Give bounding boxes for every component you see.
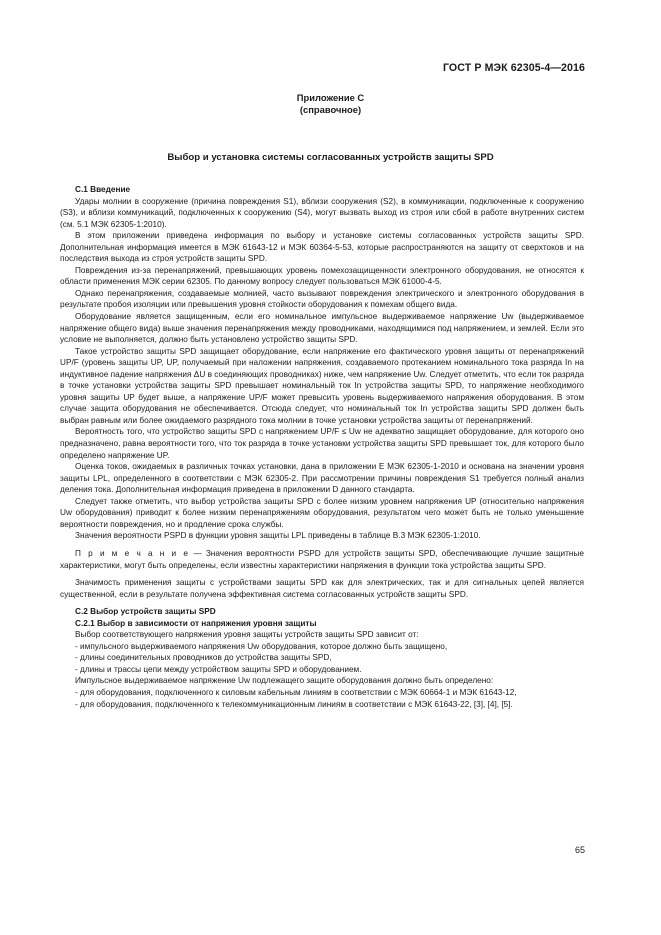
note [60, 548, 584, 571]
paragraph: Значимость применения защиты с устройствами защиты SPD как для электрических, так и для сигнальных цепей является существенной, если в результате получена эффективная система согласованных устройств защиты SPD. [60, 578, 584, 599]
list-item: - для оборудования, подключенного к силовым кабельным линиям в соответствии с МЭК 60664-1 и МЭК 61643-12, [75, 687, 517, 697]
annex-title: Приложение С [296, 92, 365, 103]
paragraph: Импульсное выдерживаемое напряжение Uw подлежащего защите оборудования должно быть определено: [75, 676, 494, 686]
paragraph: Выбор соответствующего напряжения уровня защиты устройств защиты SPD зависит от: [75, 630, 419, 640]
list-item: - длины и трассы цепи между устройством защиты SPD и оборудованием. [75, 664, 362, 674]
section-heading-c1: С.1 Введение [75, 185, 131, 194]
list-item: - для оборудования, подключенного к телекоммуникационным линиям в соответствии с МЭК 61643-22, [3], [4], [5]. [75, 699, 513, 709]
paragraph: Вероятность того, что устройство защиты SPD с напряжением UP/F ≤ Uw не адекватно защищает оборудование, для которого оно предназначено, равна вероятности того, что ток разряда в точке установки устройства защиты SPD превышает ток, для которого было определено напряжение UP. [60, 427, 584, 460]
list-item: - длины соединительных проводников до устройства защиты SPD, [75, 653, 332, 663]
annex-heading [0, 92, 661, 116]
body-text [60, 184, 584, 710]
paragraph: Однако перенапряжения, создаваемые молнией, часто вызывают повреждения электрического и электронного оборудования в результате пробоя изоляции или превышения уровня стойкости оборудования к помехам общего вида. [60, 288, 584, 310]
section-heading-c2: С.2 Выбор устройств защиты SPD [75, 607, 216, 617]
list-item: - импульсного выдерживаемого напряжения Uw оборудования, которое должно быть защищено, [75, 641, 448, 651]
standard-code: ГОСТ Р МЭК 62305-4—2016 [442, 62, 585, 74]
annex-subtitle: (справочное) [299, 104, 362, 115]
paragraph: В этом приложении приведена информация по выбору и установке системы согласованных устройств защиты SPD. Дополнительная информация имеется в МЭК 61643-12 и МЭК 60364-5-53, которые распространяются на защиту от сверхтоков и на последствия выхода из строя устройств защиты SPD. [60, 231, 584, 264]
paragraph: Оценка токов, ожидаемых в различных точках установки, дана в приложении Е МЭК 62305-1-2010 и основана на значении уровня защиты LPL, определенного в соответствии с МЭК 62305-2. При рассмотрении причины повреждения S1 требуется полный анализ деления тока. Дополнительная информация приведена в приложении D данного стандарта. [60, 462, 584, 495]
document-title: Выбор и установка системы согласованных устройств защиты SPD [167, 152, 494, 163]
section-heading-c21: С.2.1 Выбор в зависимости от напряжения уровня защиты [75, 618, 317, 628]
note-label: П р и м е ч а н и е [75, 548, 190, 558]
paragraph: Такое устройство защиты SPD защищает оборудование, если напряжение его фактического уровня защиты от перенапряжений UP/F (уровень защиты UP, UP, получаемый при наложении напряжения, создаваемого протеканием номинального тока разряда In на индуктивное падение напряжения ΔU в соединяющих проводниках) ниже, чем напряжение Uw. Следует отметить, что если ток разряда в точке установки устройства защиты SPD превышает номинальный ток In устройства защиты SPD, то напряжение необходимого уровня защиты UP будет выше, а напряжение UP/F может превысить уровень выдерживаемого напряжения оборудования. В этом случае защита оборудования не обеспечивается. Отсюда следует, что номинальный ток In устройства защиты SPD должен быть выбран равным или более ожидаемого разрядного тока молнии в точке установки устройства защиты от перенапряжений. [60, 346, 584, 425]
paragraph: Удары молнии в сооружение (причина повреждения S1), вблизи сооружения (S2), в коммуникации, подключенные к сооружению (S3), и вблизи коммуникаций, подключенных к сооружению (S4), могут вызвать выход из строя или сбой в работе внутренних систем (см. 5.1 МЭК 62305-1:2010). [60, 196, 584, 229]
paragraph: Повреждения из-за перенапряжений, превышающих уровень помехозащищенности электронного оборудования, не относятся к области применения МЭК серии 62305. По данному вопросу следует пользоваться МЭК 61000-4-5. [60, 265, 584, 287]
paragraph: Оборудование является защищенным, если его номинальное импульсное выдерживаемое напряжение Uw (выдерживаемое напряжение общего вида) выше значения перенапряжения между проводниками, находящимися под напряжением, и землей. Если это условие не выполняется, должно быть установлено устройство защиты SPD. [60, 312, 584, 345]
paragraph: Значения вероятности PSPD в функции уровня защиты LPL приведены в таблице В.3 МЭК 62305-1:2010. [75, 531, 481, 541]
page-number: 65 [574, 845, 585, 855]
note-text: — Значения вероятности PSPD для устройств защиты SPD, обеспечивающие лучшие защитные характеристики, могут быть определены, если известны характеристики напряжения в функции тока устройства защиты SPD. [60, 548, 584, 570]
paragraph: Следует также отметить, что выбор устройства защиты SPD с более низким уровнем напряжения UP (относительно напряжения Uw оборудования) приводит к более низким перенапряжениям оборудования, результатом чего может быть не только уменьшение вероятности повреждения, но и продление срока службы. [60, 496, 584, 529]
